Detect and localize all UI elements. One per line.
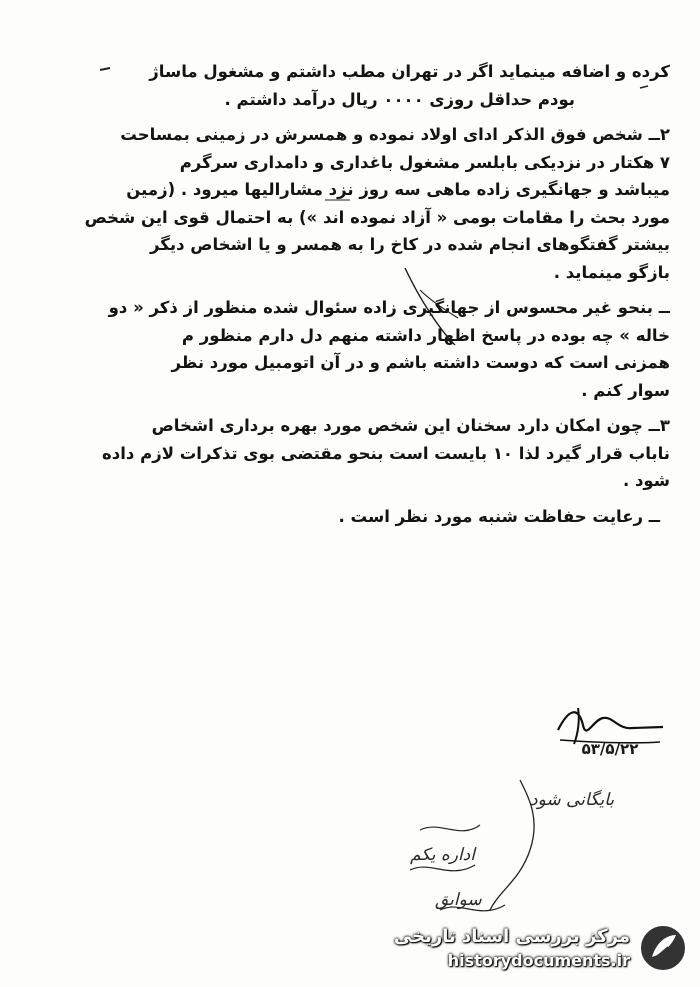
text-line: ۷ هکتار در نزدیکی بابلسر مشغول باغداری و دامداری سرگرم [179, 152, 670, 172]
text-line: میباشد و جهانگیری زاده ماهی سه روز نزد مشارالیها میرود . (زمین [126, 180, 670, 199]
text-line: ۳ــ چون امکان دارد سخنان این شخص مورد بهره برداری اشخاص [151, 416, 670, 435]
handwritten-note-3: سوابق [435, 890, 482, 910]
signature-date: ۵۳/۵/۲۲ [581, 740, 639, 758]
text-line: مورد بحث را مقامات بومی « آزاد نموده اند ») به احتمال قوی این شخص [84, 207, 670, 227]
document-body [80, 58, 670, 530]
text-line: همزنی است که دوست داشته باشم و در آن اتومبیل مورد نظر [171, 353, 670, 372]
feather-scroll-logo-icon [638, 923, 688, 973]
handwritten-note-1: بایگانی شود [530, 790, 615, 810]
text-line: خاله » چه بوده در پاسخ اظهار داشته منهم دل دارم منظور م [181, 325, 670, 345]
handwritten-note-2: اداره یکم [410, 845, 475, 865]
text-line: ــ رعایت حفاظت شنبه مورد نظر است . [338, 506, 660, 526]
text-line: سوار کنم . [581, 380, 670, 400]
handwritten-notes [380, 770, 640, 940]
text-line: کرده و اضافه مینماید اگر در تهران مطب داشتم و مشغول ماساژ [149, 62, 670, 81]
text-line: بیشتر گفتگوهای انجام شده در کاخ را به همسر و یا اشخاص دیگر [150, 235, 670, 254]
text-line: شود . [622, 471, 670, 490]
watermark [388, 923, 688, 973]
text-line: ناباب قرار گیرد لذا ۱۰ بایست است بنحو مقتضی بوی تذکرات لازم داده [102, 443, 670, 463]
text-line: ۲ــ شخص فوق الذکر ادای اولاد نموده و همسرش در زمینی بمساحت [120, 125, 670, 144]
text-line: بودم حداقل روزی ۰۰۰۰ ریال درآمد داشتم . [224, 89, 575, 109]
text-line: ــ بنحو غیر محسوس از جهانگیری زاده سئوال شده منظور از ذکر « دو [108, 298, 670, 317]
watermark-url: historydocuments.ir [447, 951, 630, 970]
watermark-title: مرکز بررسی اسناد تاریخی [393, 926, 630, 947]
text-line: بازگو مینماید . [553, 262, 670, 282]
